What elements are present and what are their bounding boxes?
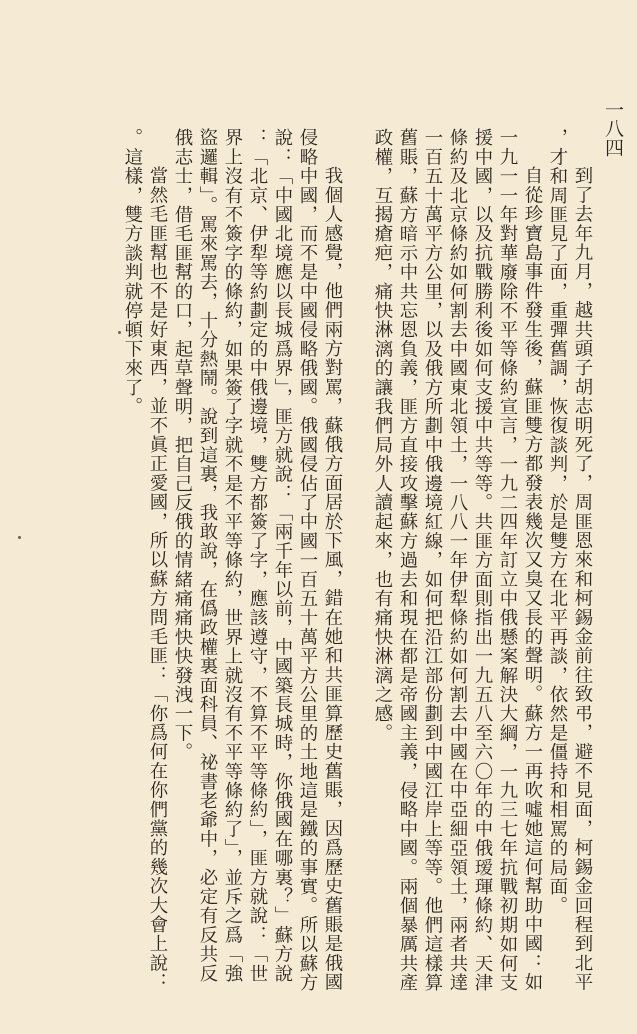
text-column: 界上沒有不簽字的條約，如果簽了字就不是不平等條約，世界上就沒有不平等條約了」，並斥之爲「強 <box>222 128 243 983</box>
text-column: 。這樣，雙方談判就停頓下來了。 <box>122 128 143 416</box>
text-column: 援中國，以及抗戰勝利後如何支援中共等等。共匪方面則指出一九五八至六〇年的中俄瑷琿條約、天津 <box>472 128 493 992</box>
text-column: ，才和周匪見了面，重彈舊調，恢復談判，於是雙方在北平再談，依然是僵持和相罵的局面。 <box>547 128 568 916</box>
margin-dot <box>118 331 121 334</box>
text-column: 一九一一年對華廢除不平等條約宣言，一九二四年訂立中俄懸案解決大綱，一九三七年抗戰初期如何支 <box>497 128 518 992</box>
text-column: 盜邏輯」。罵來罵去，十分熱鬧。說到這裏，我敢說，在僞政權裏面科員、祕書老爺中，必定有反共反 <box>197 128 218 983</box>
text-column: 俄志士，借毛匪幫的口，起草聲明，把自己反俄的情緒痛痛快快發洩一下。 <box>172 128 193 762</box>
text-column: 說：「中國北境應以長城爲界」，匪方就說：「兩千年以前，中國築長城時，你俄國在哪裏？」蘇方說 <box>272 128 293 983</box>
body-text <box>120 128 595 996</box>
text-column: 條約及北京條約如何割去中國東北領土，一八八一年伊犁條約如何割去中國在中亞細亞領土，兩者共達 <box>447 128 468 992</box>
text-column: 自從珍寶島事件發生後，蘇匪雙方都發表幾次又臭又長的聲明。蘇方一再吹噓她這何幫助中國：如 <box>522 166 543 992</box>
margin-dot <box>18 536 21 539</box>
text-column: 侵略中國，而不是中國侵略俄國。俄國侵佔了中國一百五十萬平方公里的土地這是鐵的事實。所以蘇方 <box>297 128 318 992</box>
text-column: 一百五十萬平方公里，以及俄方所劃中俄邊境紅線，如何把沿江部份劃到中國江岸上等等。他們這樣算 <box>422 128 443 992</box>
text-column: 舊賬，蘇方暗示中共忘恩負義，匪方直接攻擊蘇方過去和現在都是帝國主義，侵略中國。兩個暴厲共產 <box>397 128 418 992</box>
text-column: 當然毛匪幫也不是好東西，並不眞正愛國，所以蘇方問毛匪：「你爲何在你們黨的幾次大會上說： <box>147 166 168 992</box>
text-column: 政權，互揭瘡疤，痛快淋漓的讓我們局外人讀起來，也有痛快淋漓之感。 <box>372 128 393 743</box>
text-column: 我個人感覺，他們兩方對罵，蘇俄方面居於下風，錯在她和共匪算歷史舊賬，因爲歷史舊賬是俄國 <box>322 166 343 992</box>
text-column: 到了去年九月，越共頭子胡志明死了，周匪恩來和柯錫金前往致弔，避不見面，柯錫金回程到北平 <box>572 166 593 992</box>
page-number: 一八四 <box>602 100 624 157</box>
text-column: ：「北京、伊犁等約劃定的中俄邊境，雙方都簽了字，應該遵守，不算不平等條約」，匪方就說：「世 <box>247 128 268 983</box>
paragraph-gap <box>345 128 370 996</box>
